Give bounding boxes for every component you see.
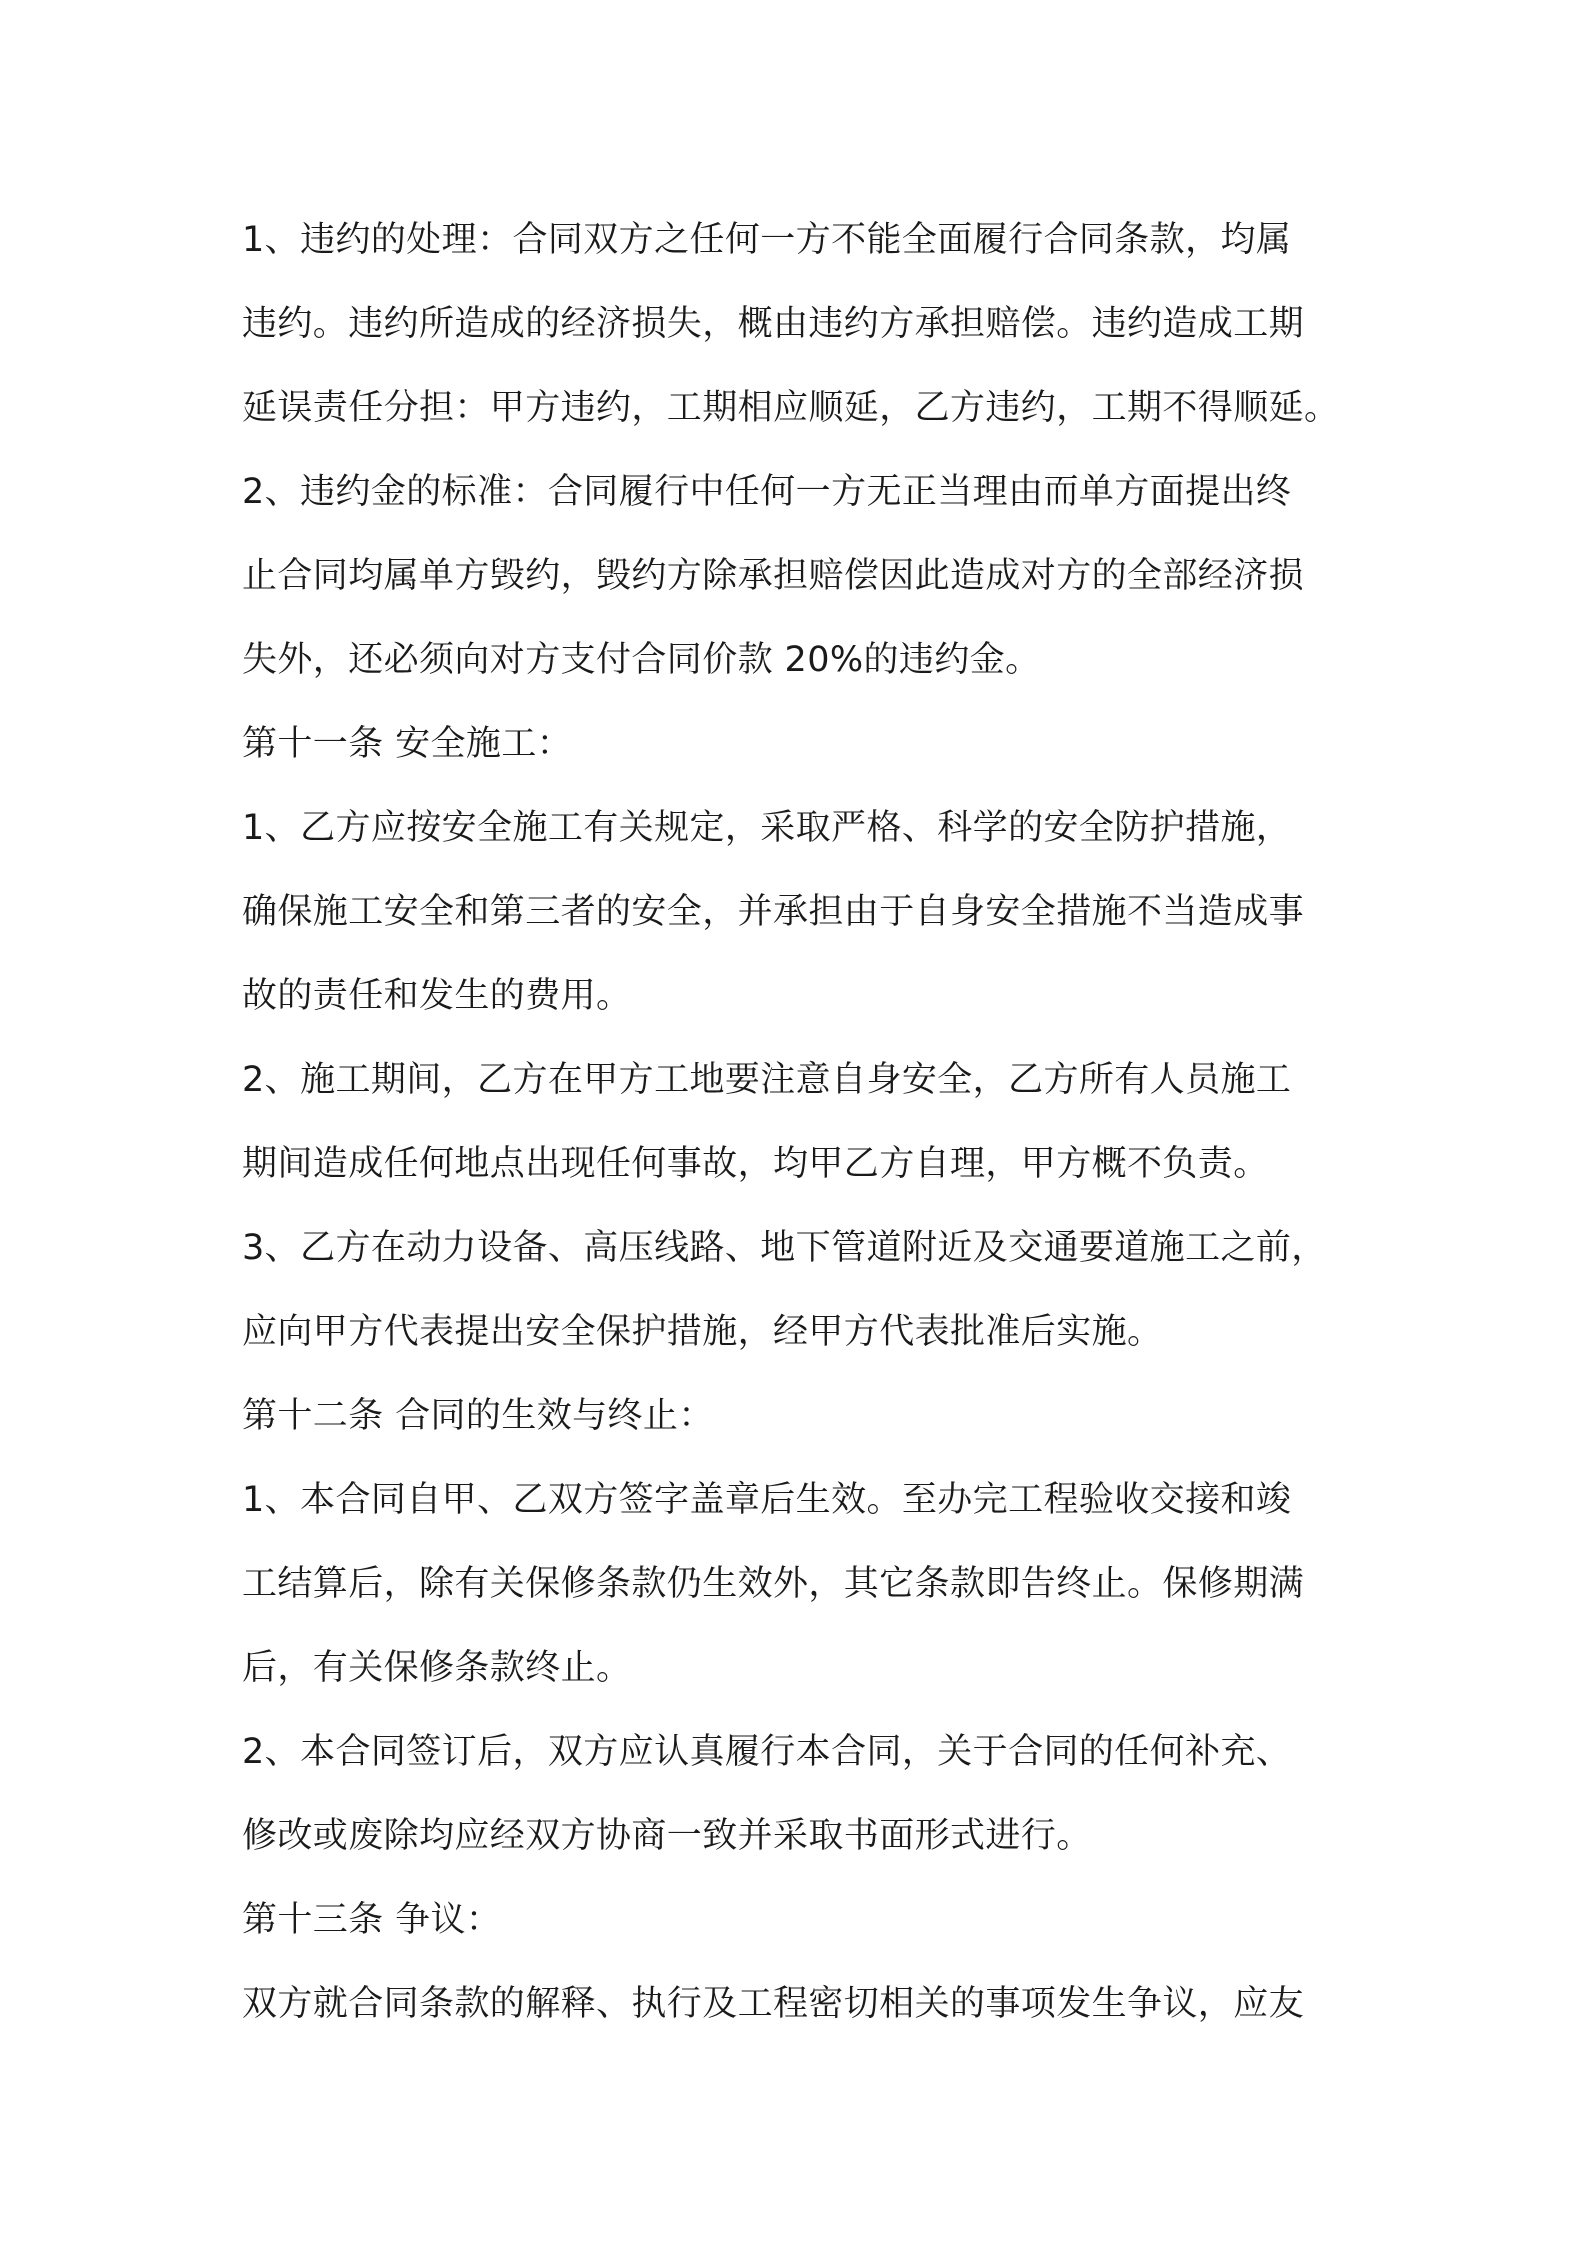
contract-text (242, 198, 1358, 2046)
text-line: 2、违约金的标准：合同履行中任何一方无正当理由而单方面提出终 (242, 472, 1292, 512)
text-line: 失外，还必须向对方支付合同价款 20%的违约金。 (242, 640, 1041, 680)
text-line: 违约。违约所造成的经济损失，概由违约方承担赔偿。违约造成工期 (242, 304, 1305, 344)
section-heading: 第十三条 争议： (242, 1900, 502, 1940)
text-line: 故的责任和发生的费用。 (242, 976, 632, 1016)
section-heading: 第十一条 安全施工： (242, 724, 573, 764)
text-line: 工结算后，除有关保修条款仍生效外，其它条款即告终止。保修期满 (242, 1564, 1305, 1604)
text-line: 确保施工安全和第三者的安全，并承担由于自身安全措施不当造成事 (242, 892, 1305, 932)
text-line: 双方就合同条款的解释、执行及工程密切相关的事项发生争议，应友 (242, 1984, 1305, 2024)
text-line: 3、乙方在动力设备、高压线路、地下管道附近及交通要道施工之前， (242, 1228, 1327, 1268)
text-line: 修改或废除均应经双方协商一致并采取书面形式进行。 (242, 1816, 1092, 1856)
text-line: 1、本合同自甲、乙双方签字盖章后生效。至办完工程验收交接和竣 (242, 1480, 1292, 1520)
section-heading: 第十二条 合同的生效与终止： (242, 1396, 714, 1436)
text-line: 2、本合同签订后，双方应认真履行本合同，关于合同的任何补充、 (242, 1732, 1292, 1772)
text-line: 1、乙方应按安全施工有关规定，采取严格、科学的安全防护措施， (242, 808, 1292, 848)
text-line: 止合同均属单方毁约，毁约方除承担赔偿因此造成对方的全部经济损 (242, 556, 1305, 596)
text-line: 期间造成任何地点出现任何事故，均甲乙方自理，甲方概不负责。 (242, 1144, 1269, 1184)
text-line: 后，有关保修条款终止。 (242, 1648, 632, 1688)
text-line: 延误责任分担：甲方违约，工期相应顺延，乙方违约，工期不得顺延。 (242, 388, 1340, 428)
text-line: 2、施工期间，乙方在甲方工地要注意自身安全，乙方所有人员施工 (242, 1060, 1292, 1100)
text-line: 1、违约的处理：合同双方之任何一方不能全面履行合同条款，均属 (242, 220, 1292, 260)
text-line: 应向甲方代表提出安全保护措施，经甲方代表批准后实施。 (242, 1312, 1163, 1352)
